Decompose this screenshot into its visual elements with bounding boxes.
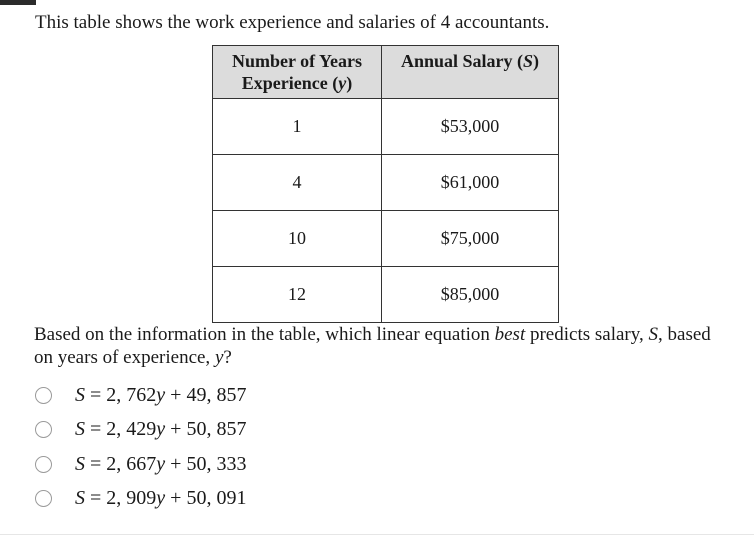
question-part: , based on years of experience, [34, 324, 711, 368]
radio-button[interactable] [35, 387, 52, 404]
option-equation: S = 2, 429y + 50, 857 [75, 418, 247, 441]
equation-coef: 2, 429 [106, 418, 157, 441]
question-var-s: S [648, 324, 659, 345]
equation-lhs: S [75, 452, 85, 475]
intro-text: This table shows the work experience and salaries of 4 accountants. [35, 12, 550, 33]
equation-const: 50, 857 [186, 418, 247, 441]
answer-options [35, 378, 246, 516]
table-row [213, 211, 559, 267]
equation-coef: 2, 667 [106, 452, 157, 475]
equation-coef: 2, 762 [106, 383, 157, 406]
top-tab-marker [0, 0, 36, 5]
cell-salary: $61,000 [382, 155, 559, 211]
question-emphasis: best [494, 324, 526, 345]
question-text [34, 323, 729, 369]
answer-option[interactable] [35, 482, 246, 517]
equation-const: 50, 333 [186, 452, 247, 475]
cell-salary: $53,000 [382, 99, 559, 155]
equation-var: y [156, 383, 166, 406]
bottom-divider [0, 534, 754, 535]
cell-years: 10 [213, 211, 382, 267]
equation-var: y [156, 452, 166, 475]
header-salary-label: Annual Salary [400, 51, 513, 71]
experience-salary-table [212, 45, 559, 323]
header-years: Number of Years Experience (y) [213, 46, 382, 99]
answer-option[interactable] [35, 378, 246, 413]
equation-lhs: S [75, 383, 85, 406]
radio-button[interactable] [35, 490, 52, 507]
cell-years: 4 [213, 155, 382, 211]
answer-option[interactable] [35, 413, 246, 448]
header-years-line2: Experience [241, 73, 328, 93]
radio-button[interactable] [35, 421, 52, 438]
answer-option[interactable] [35, 447, 246, 482]
header-years-line1: Number of Years [232, 51, 362, 71]
equation-lhs: S [75, 487, 85, 510]
equation-coef: 2, 909 [106, 487, 157, 510]
table-row [213, 99, 559, 155]
question-var-y: y [214, 347, 224, 368]
equation-var: y [156, 487, 166, 510]
cell-years: 1 [213, 99, 382, 155]
header-salary-var: S [523, 51, 534, 71]
equation-const: 50, 091 [186, 487, 247, 510]
table-row [213, 267, 559, 323]
equation-var: y [156, 418, 166, 441]
header-years-var: y [338, 73, 347, 93]
option-equation: S = 2, 762y + 49, 857 [75, 383, 247, 406]
question-part: ? [223, 347, 232, 368]
radio-button[interactable] [35, 456, 52, 473]
equation-const: 49, 857 [186, 383, 247, 406]
header-salary: Annual Salary (S) [382, 46, 559, 99]
option-equation: S = 2, 909y + 50, 091 [75, 487, 247, 510]
table-header-row [213, 46, 559, 99]
option-equation: S = 2, 667y + 50, 333 [75, 452, 247, 475]
table-row [213, 155, 559, 211]
question-part: Based on the information in the table, which linear equation [34, 324, 495, 345]
question-part: predicts salary, [525, 324, 649, 345]
equation-lhs: S [75, 418, 85, 441]
cell-years: 12 [213, 267, 382, 323]
cell-salary: $75,000 [382, 211, 559, 267]
cell-salary: $85,000 [382, 267, 559, 323]
